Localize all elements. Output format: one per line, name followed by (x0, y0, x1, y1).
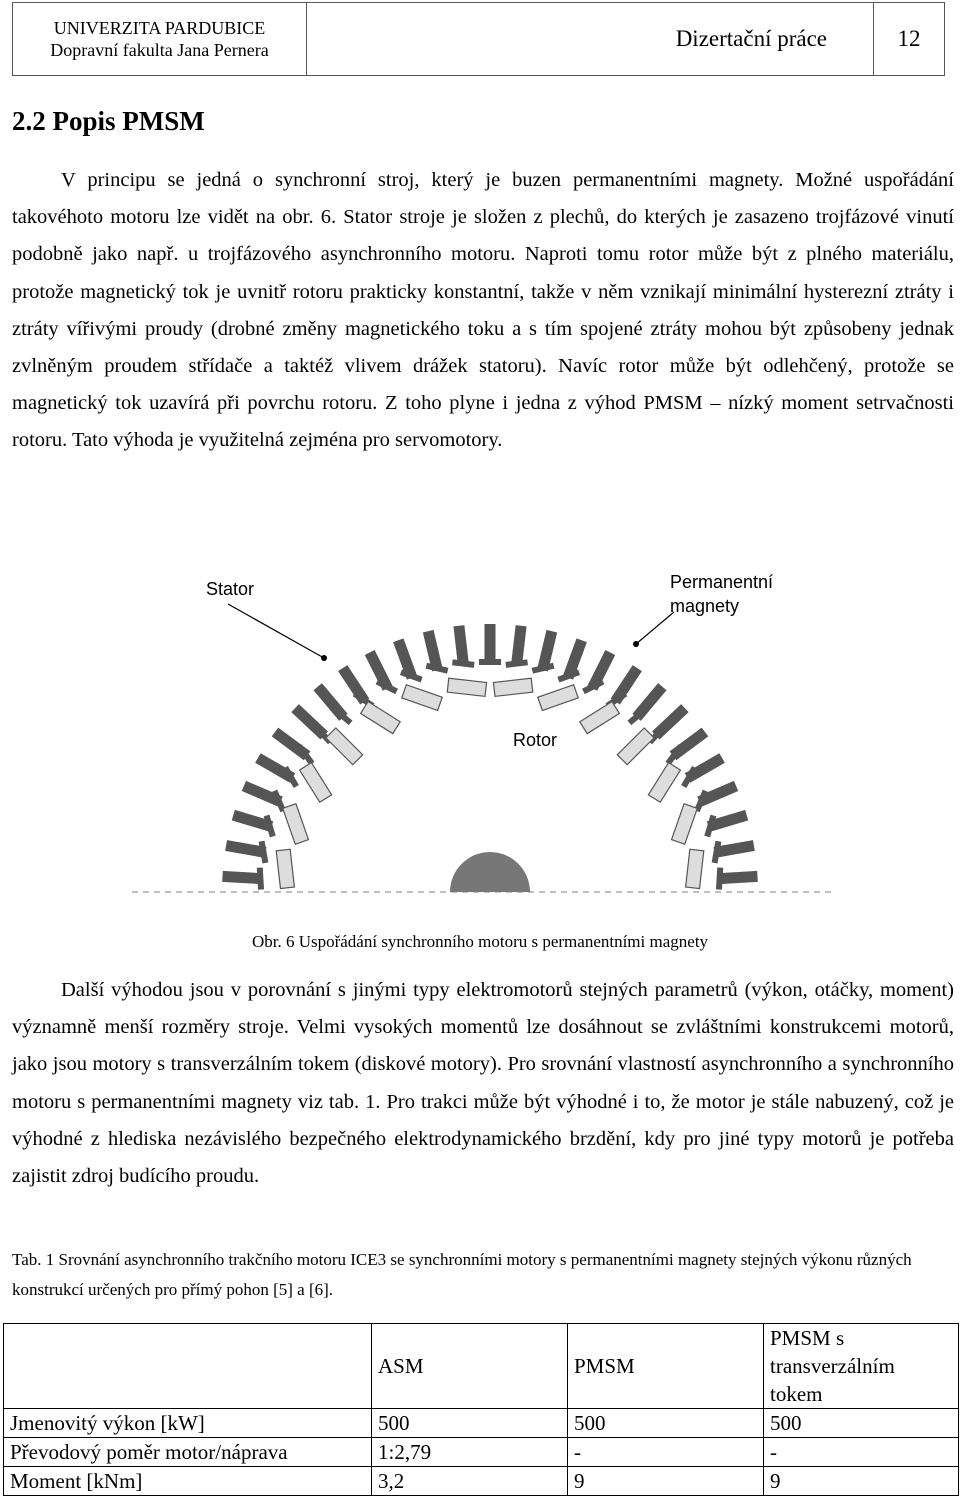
header-cell-pmsm: PMSM (568, 1324, 764, 1409)
shaft (450, 852, 530, 892)
table-header-row (4, 1324, 959, 1409)
header-doc-type (307, 3, 874, 75)
page-header (12, 2, 945, 76)
cell-value: 500 (764, 1409, 959, 1438)
cell-value: 9 (568, 1467, 764, 1496)
row-label: Převodový poměr motor/náprava (4, 1438, 372, 1467)
header-cell-pmsm-transverse: PMSM s transverzálním tokem (764, 1324, 959, 1409)
permanent-magnet (538, 685, 578, 711)
pmsm-figure (124, 560, 844, 920)
permanent-magnet (361, 702, 401, 734)
permanent-magnet (493, 678, 532, 696)
table-row (4, 1409, 959, 1438)
page-number: 12 (897, 26, 921, 51)
table-row (4, 1467, 959, 1496)
cell-value: 9 (764, 1467, 959, 1496)
table-caption: Tab. 1 Srovnání asynchronního trakčního motoru ICE3 se synchronními motory s permanentními magnety stejných výkonu různých konstrukcí určených pro přímý pohon [5] a [6]. (12, 1250, 912, 1299)
permanent-magnet (580, 702, 620, 734)
permanent-magnet (648, 763, 680, 803)
section-heading: 2.2 Popis PMSM (12, 106, 205, 136)
stator-tooth (459, 626, 464, 666)
stator-tooth-tip (452, 659, 475, 668)
stator-leader (228, 604, 324, 658)
permanent-magnet (686, 849, 704, 888)
header-institution (13, 3, 307, 75)
doc-type-label: Dizertační práce (675, 26, 827, 51)
cell-value: 500 (372, 1409, 568, 1438)
stator-tooth (223, 876, 263, 878)
permanent-magnet (276, 849, 294, 888)
figure-caption: Obr. 6 Uspořádání synchronního motoru s permanentními magnety (251, 932, 709, 951)
label-stator: Stator (206, 579, 255, 599)
header-cell-asm: ASM (372, 1324, 568, 1409)
label-magnets-1: Permanentní (670, 572, 774, 592)
header-page-number (874, 3, 944, 75)
cell-value: - (568, 1438, 764, 1467)
row-label: Moment [kNm] (4, 1467, 372, 1496)
paragraph-intro: V principu se jedná o synchronní stroj, který je buzen permanentními magnety. Možné uspořádání takovéhoto motoru lze vidět na obr. 6. Stator stroje je složen z plechů, do kterých je zasazeno trojfázové vinutí podobně jako např. u trojfázového asynchronního motoru. Naproti tomu rotor může být z plného materiálu, protože magnetický tok je uvnitř rotoru prakticky konstantní, takže v něm vznikají minimální hysterezní ztráty i ztráty vířivými proudy (drobné změny magnetického toku a s tím spojené ztráty mohou být způsobeny jednak zvlněným proudem střídače a taktéž vlivem drážek statoru). Navíc rotor může být odlehčený, protože se magnetický tok uzavírá při povrchu rotoru. Z toho plyne i jedna z výhod PMSM – nízký moment setrvačnosti rotoru. Tato výhoda je využitelná zejména pro servomotory. (12, 169, 954, 452)
permanent-magnet (300, 763, 332, 803)
paragraph-advantages: Další výhodou jsou v porovnání s jinými typy elektromotorů stejných parametrů (výkon, otáčky, moment) významně menší rozměry stroje. Velmi vysokých momentů lze dosáhnout se zvláštními konstrukcemi motorů, jako jsou motory s transverzálním tokem (diskové motory). Pro srovnání vlastností asynchronního a synchronního motoru s permanentními magnety viz tab. 1. Pro trakci může být výhodné i to, že motor je stále nabuzený, což je výhodné z hlediska nezávislého bezpečného elektrodynamického brzdění, kdy pro jiné typy motorů je potřeba zajistit zdroj budícího proudu. (12, 979, 954, 1188)
cell-value: 500 (568, 1409, 764, 1438)
cell-value: 1:2,79 (372, 1438, 568, 1467)
stator-tooth-tip (505, 659, 528, 668)
permanent-magnet (326, 728, 363, 765)
stator-tooth-tip (716, 867, 723, 889)
table-row (4, 1438, 959, 1467)
permanent-magnet (283, 804, 309, 844)
permanent-magnet (672, 804, 698, 844)
cell-value: - (764, 1438, 959, 1467)
stator-tooth-tip (257, 867, 264, 889)
stator-leader-dot (321, 655, 327, 661)
comparison-table (3, 1323, 959, 1496)
stator-teeth (223, 624, 758, 890)
label-magnets-2: magnety (670, 596, 740, 616)
university-name: UNIVERZITA PARDUBICE (53, 18, 266, 38)
label-rotor: Rotor (513, 730, 558, 750)
permanent-magnet (617, 728, 654, 765)
faculty-name: Dopravní fakulta Jana Pernera (50, 40, 269, 60)
header-cell-empty (4, 1324, 372, 1409)
stator-tooth (718, 876, 758, 878)
magnets-leader (636, 612, 674, 644)
stator-tooth-tip (479, 659, 501, 665)
magnets-leader-dot (633, 641, 639, 647)
permanent-magnet (402, 685, 442, 711)
stator-tooth (517, 626, 522, 666)
permanent-magnet (447, 678, 486, 696)
row-label: Jmenovitý výkon [kW] (4, 1409, 372, 1438)
cell-value: 3,2 (372, 1467, 568, 1496)
